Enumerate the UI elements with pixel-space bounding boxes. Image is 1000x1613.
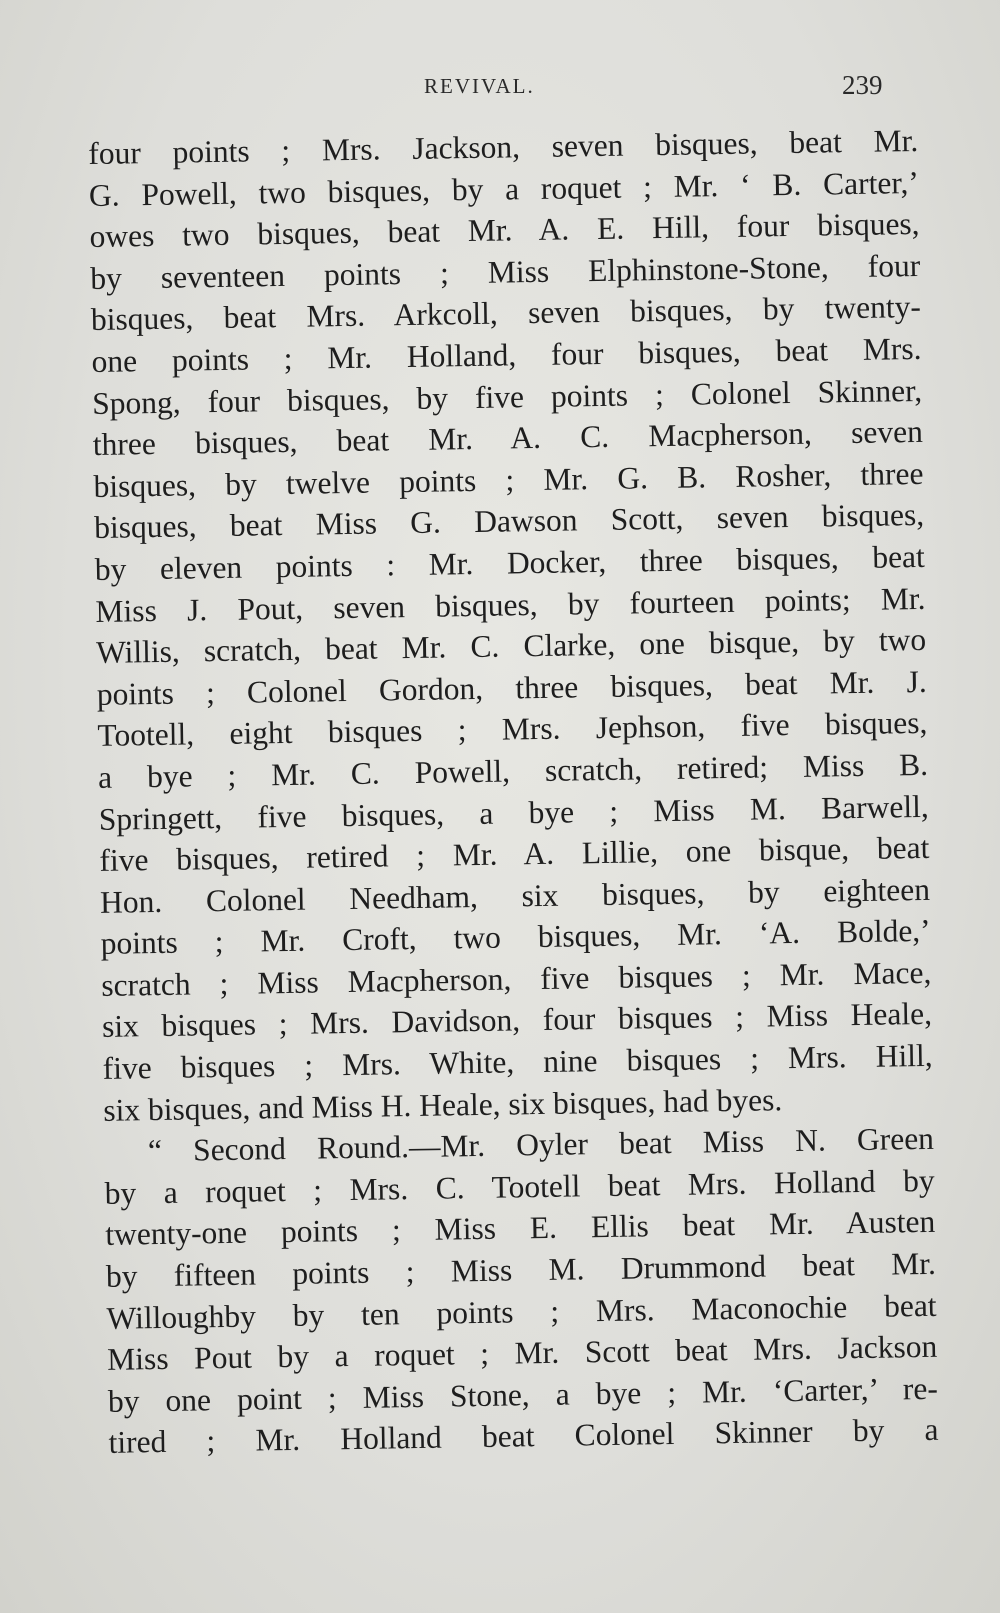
text-line: bisques, by twelve points ; Mr. G. B. Rosher, three <box>93 455 924 504</box>
text-line: Willis, scratch, beat Mr. C. Clarke, one bisque, by two <box>95 622 927 671</box>
running-head <box>0 70 1000 102</box>
text-line: owes two bisques, beat Mr. A. E. Hill, four bisques, <box>89 206 920 255</box>
text-line: by a roquet ; Mrs. C. Tootell beat Mrs. Holland by <box>104 1162 935 1211</box>
running-title: REVIVAL. <box>424 74 535 98</box>
paragraph-start-line: “ Second Round.—Mr. Oyler beat Miss N. Green <box>147 1121 935 1169</box>
text-line: three bisques, beat Mr. A. C. Macpherson, seven <box>92 414 924 463</box>
text-line: bisques, beat Miss G. Dawson Scott, seven bisques, <box>93 497 925 546</box>
text-line: Tootell, eight bisques ; Mrs. Jephson, five bisques, <box>97 705 928 754</box>
text-line: points ; Mr. Croft, two bisques, Mr. ‘A. Bolde,’ <box>100 913 931 962</box>
text-line: scratch ; Miss Macpherson, five bisques ; Mr. Mace, <box>101 954 932 1003</box>
text-line: six bisques ; Mrs. Davidson, four bisques ; Miss Heale, <box>101 996 933 1045</box>
text-line: tired ; Mr. Holland beat Colonel Skinner by a <box>108 1412 939 1461</box>
text-line: by fifteen points ; Miss M. Drummond beat Mr. <box>105 1245 937 1294</box>
text-line: Miss Pout by a roquet ; Mr. Scott beat Mrs. Jackson <box>106 1329 938 1378</box>
text-line: Springett, five bisques, a bye ; Miss M. Barwell, <box>98 788 929 837</box>
text-line: by seventeen points ; Miss Elphinstone-Stone, four <box>90 247 921 296</box>
text-line: one points ; Mr. Holland, four bisques, beat Mrs. <box>91 330 922 379</box>
text-line: Willoughby by ten points ; Mrs. Maconochie beat <box>106 1287 937 1336</box>
body-text <box>88 120 939 1464</box>
text-line: by one point ; Miss Stone, a bye ; Mr. ‘Carter,’ re- <box>107 1370 939 1419</box>
text-line: five bisques, retired ; Mr. A. Lillie, one bisque, beat <box>99 829 930 879</box>
text-line: twenty-one points ; Miss E. Ellis beat Mr. Austen <box>105 1204 936 1253</box>
text-line: Hon. Colonel Needham, six bisques, by eighteen <box>99 871 931 920</box>
text-line: Miss J. Pout, seven bisques, by fourteen points; Mr. <box>95 580 926 629</box>
text-line: five bisques ; Mrs. White, nine bisques ; Mrs. Hill, <box>102 1037 933 1086</box>
text-line: points ; Colonel Gordon, three bisques, beat Mr. J. <box>96 663 927 712</box>
page-number: 239 <box>842 70 883 100</box>
text-line: G. Powell, two bisques, by a roquet ; Mr. ‘ B. Carter,’ <box>88 164 920 213</box>
text-line: bisques, beat Mrs. Arkcoll, seven bisques, by twenty- <box>90 289 922 338</box>
text-line: by eleven points : Mr. Docker, three bisques, beat <box>94 538 926 587</box>
text-line: Spong, four bisques, by five points ; Colonel Skinner, <box>91 372 923 421</box>
paragraph-end-line: six bisques, and Miss H. Heale, six bisques, had byes. <box>103 1081 783 1128</box>
text-line: four points ; Mrs. Jackson, seven bisques, beat Mr. <box>88 122 919 171</box>
text-line: a bye ; Mr. C. Powell, scratch, retired; Miss B. <box>97 746 929 795</box>
